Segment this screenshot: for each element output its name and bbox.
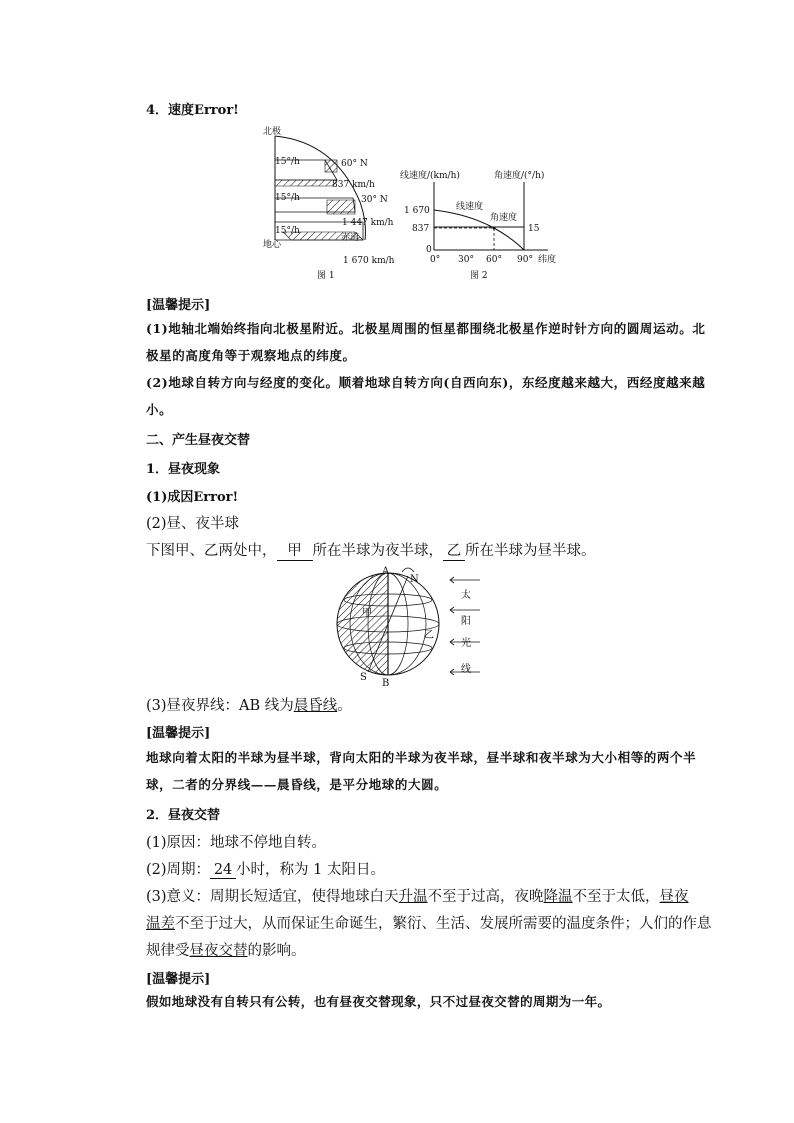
- fig2-xlabel: 纬度: [538, 255, 557, 265]
- figure-1-caption: 图 1: [317, 271, 335, 281]
- reason-line: (1)原因：地球不停地自转。: [146, 835, 327, 851]
- period-answer: 24: [210, 862, 236, 879]
- period-prefix: (2)周期：: [146, 862, 211, 878]
- sig-1b: 升温: [398, 889, 428, 905]
- label-lat-30: 30° N: [361, 195, 388, 205]
- tip-title-1: [温馨提示]: [146, 298, 211, 313]
- globe-label-n: N: [410, 574, 419, 585]
- section-title-speed: 4．速度Error!: [146, 103, 239, 118]
- fig2-xtick-90: 90°: [517, 255, 533, 265]
- terminator-suffix: 。: [337, 698, 352, 714]
- question-suffix: 所在半球为昼半球。: [465, 543, 596, 559]
- period-suffix: 小时，称为 1 太阳日。: [236, 862, 385, 878]
- subsection-day-night-phenomenon: 1．昼夜现象: [146, 462, 221, 477]
- label-angular-15-b: 15°/h: [275, 193, 300, 203]
- terminator-prefix: (3)昼夜界线：AB 线为: [146, 698, 294, 714]
- answer-yi: 乙: [443, 539, 465, 561]
- globe-label-yi: 乙: [424, 630, 434, 641]
- question-mid: 所在半球为夜半球，: [312, 543, 443, 559]
- label-speed-837: 837 km/h: [332, 180, 375, 190]
- tip-1-paragraph-2: (2)地球自转方向与经度的变化。顺着地球自转方向(自西向东)，东经度越来越大，西经度越来越小。: [146, 375, 706, 417]
- fig2-ytick-0: 0: [426, 245, 432, 255]
- sun-char-2: 阳: [461, 616, 471, 627]
- figure-1-earth-rotation-speed: [255, 122, 405, 282]
- terminator-answer: 晨昏线: [293, 698, 338, 714]
- fig2-right-tick-15: 15: [528, 224, 540, 234]
- significance-line-1: [146, 885, 689, 906]
- figure-2-caption: 图 2: [470, 271, 488, 281]
- sig-1e: 不至于太低，: [572, 889, 660, 905]
- sig-3a: 规律受: [146, 943, 190, 959]
- sig-1a: (3)意义：周期长短适宜，使得地球白天: [146, 889, 399, 905]
- fig2-linear-label: 线速度: [456, 202, 484, 212]
- tip-3-text: 假如地球没有自转只有公转，也有昼夜交替现象，只不过昼夜交替的周期为一年。: [146, 994, 611, 1009]
- sig-3c: 的影响。: [247, 943, 306, 959]
- label-angular-15-a: 15°/h: [275, 157, 300, 167]
- sig-1c: 不至于过高，夜晚: [427, 889, 544, 905]
- question-sentence: [146, 539, 596, 561]
- tip-1-paragraph-1: (1)地轴北端始终指向北极星附近。北极星周围的恒星都围绕北极星作逆时针方向的圆周运动。北极星的高度角等于观察地点的纬度。: [146, 321, 706, 363]
- fig2-xtick-30: 30°: [458, 255, 474, 265]
- question-prefix: 下图甲、乙两处中，: [146, 543, 277, 559]
- fig2-xtick-60: 60°: [486, 255, 502, 265]
- tip-title-2: [温馨提示]: [146, 726, 211, 741]
- sun-char-3: 光: [461, 638, 471, 649]
- fig2-ylabel-linear: 线速度/(km/h): [400, 171, 460, 181]
- period-line: [146, 858, 385, 879]
- globe-label-b: B: [382, 678, 390, 688]
- answer-jia: 甲: [277, 539, 313, 561]
- globe-label-s: S: [360, 672, 367, 683]
- fig2-angular-label: 角速度: [490, 213, 518, 223]
- sig-1d: 降温: [543, 889, 573, 905]
- significance-line-2: [146, 912, 712, 933]
- tip-title-3: [温馨提示]: [146, 972, 211, 987]
- label-north-pole: 北极: [263, 127, 282, 137]
- tip-2-text: 地球向着太阳的半球为昼半球，背向太阳的半球为夜半球，昼半球和夜半球为大小相等的两个半球，二者的分界线——晨昏线，是平分地球的大圆。: [146, 750, 697, 792]
- sun-char-1: 太: [461, 590, 471, 601]
- sig-3b: 昼夜交替: [189, 943, 248, 959]
- terminator-line: [146, 694, 352, 715]
- sig-2a: 温差: [146, 916, 175, 932]
- label-speed-1670: 1 670 km/h: [343, 256, 395, 266]
- section-title-day-night: 二、产生昼夜交替: [146, 433, 251, 448]
- label-earth-center: 地心: [263, 240, 282, 250]
- significance-line-3: [146, 939, 306, 960]
- sun-char-4: 线: [461, 664, 471, 675]
- figure-3-day-night-globe: [330, 562, 490, 688]
- subsection-day-night-alternation: 2．昼夜交替: [146, 808, 221, 823]
- fig2-ytick-1670: 1 670: [404, 206, 430, 216]
- sig-1f: 昼夜: [659, 889, 689, 905]
- sig-2b: 不至于过大，从而保证生命诞生，繁衍、生活、发展所需要的温度条件；人们的作息: [175, 916, 712, 932]
- figure-2-speed-vs-latitude: [398, 166, 568, 282]
- day-night-hemisphere-heading: (2)昼、夜半球: [146, 516, 240, 532]
- globe-label-a: A: [382, 566, 390, 577]
- fig2-ylabel-angular: 角速度/(°/h): [494, 171, 545, 181]
- cause-line: (1)成因Error!: [146, 490, 239, 505]
- fig2-ytick-837: 837: [412, 224, 430, 234]
- label-speed-1447: 1 447 km/h: [342, 218, 394, 228]
- label-angular-15-c: 15°/h: [275, 226, 300, 236]
- label-lat-60: 60° N: [341, 159, 368, 169]
- fig2-xtick-0: 0°: [430, 255, 441, 265]
- label-equator: 赤道: [341, 233, 360, 243]
- globe-label-jia: 甲: [362, 608, 372, 619]
